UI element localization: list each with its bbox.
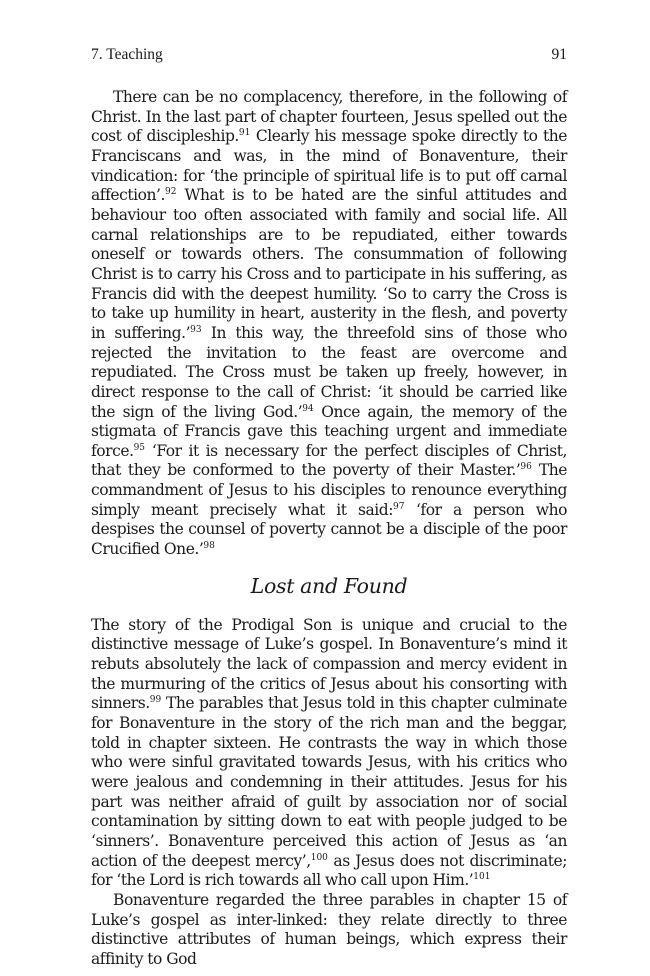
text-run: Bonaventure regarded the three parables in chapter 15 of Luke’s gospel as inter-linked: they relate directly to three distinctive attributes of human beings, which express their affinity to God — [91, 890, 567, 968]
body-text — [91, 88, 567, 970]
footnote-ref-99: 99 — [149, 695, 162, 706]
footnote-ref-93: 93 — [190, 324, 202, 335]
text-run: Once again, the memory of the stigmata of Francis gave this teaching urgent and immediate force. — [91, 402, 567, 460]
text-run: The story of the Prodigal Son is unique and crucial to the distinctive message of Luke’s gospel. In Bonaventure’s mind it rebuts absolutely the lack of compassion and mercy evident in the murmuring of the critics of Jesus about his consorting with sinners. — [91, 615, 567, 713]
text-run: In this way, the threefold sins of those who rejected the invitation to the feast are overcome and repudiated. The Cross must be taken up freely, however, in direct response to the call of Christ: ‘it should be carried like the sign of the living God.’ — [91, 323, 568, 421]
text-run: ‘For it is necessary for the perfect disciples of Christ, that they be conformed to the poverty of their Master.’ — [91, 441, 567, 480]
text-run: What is to be hated are the sinful attitudes and behaviour too often associated with family and social life. All carnal relationships are to be repudiated, either towards oneself or towards others. The consummation of following Christ is to carry his Cross and to participate in his suffering, as Francis did with the deepest humility. ‘So to carry the Cross is to take up humility in heart, austerity in the flesh, and poverty in suffering.’ — [91, 186, 567, 342]
chapter-title: 7. Teaching — [91, 46, 163, 63]
text-run: There can be no complacency, therefore, in the following of Christ. In the last part of chapter fourteen, Jesus spelled out the cost of discipleship. — [91, 88, 567, 146]
running-header — [91, 46, 567, 66]
paragraph-prodigal-son — [91, 616, 567, 891]
footnote-ref-95: 95 — [133, 442, 146, 453]
paragraph-discipleship — [91, 88, 567, 560]
text-run: The parables that Jesus told in this chapter culminate for Bonaventure in the story of the rich man and the beggar, told in chapter sixteen. He contrasts the way in which those who were sinful gravitated towards Jesus, with his critics who were jealous and condemning in their attitudes. Jesus for his part was neither afraid of guilt by association nor of social contamination by sitting down to eat with people judged to be ‘sinners’. Bonaventure perceived this action of Jesus as ‘an action of the deepest mercy’, — [91, 694, 567, 870]
page-number: 91 — [551, 46, 567, 63]
footnote-ref-101: 101 — [473, 872, 491, 883]
footnote-ref-96: 96 — [520, 462, 532, 473]
section-heading: Lost and Found — [250, 573, 408, 598]
text-run: Clearly his message spoke directly to the Franciscans and was, in the mind of Bonaventure, their vindication: for ‘the principle of spiritual life is to put off carnal affection’. — [91, 127, 567, 205]
footnote-ref-92: 92 — [164, 187, 177, 198]
paragraph-three-parables — [91, 891, 567, 970]
footnote-ref-91: 91 — [238, 128, 251, 139]
footnote-ref-100: 100 — [310, 852, 328, 863]
footnote-ref-94: 94 — [302, 403, 314, 414]
text-run: as Jesus does not discriminate; for ‘the Lord is rich towards all who call upon Him.’ — [91, 851, 567, 890]
text-run: ‘for a person who despises the counsel of poverty cannot be a disciple of the poor Crucified One.’ — [91, 500, 567, 559]
footnote-ref-98: 98 — [203, 541, 215, 552]
footnote-ref-97: 97 — [393, 501, 405, 512]
text-run: The commandment of Jesus to his disciples to renounce everything simply meant precisely what it said: — [91, 461, 567, 519]
